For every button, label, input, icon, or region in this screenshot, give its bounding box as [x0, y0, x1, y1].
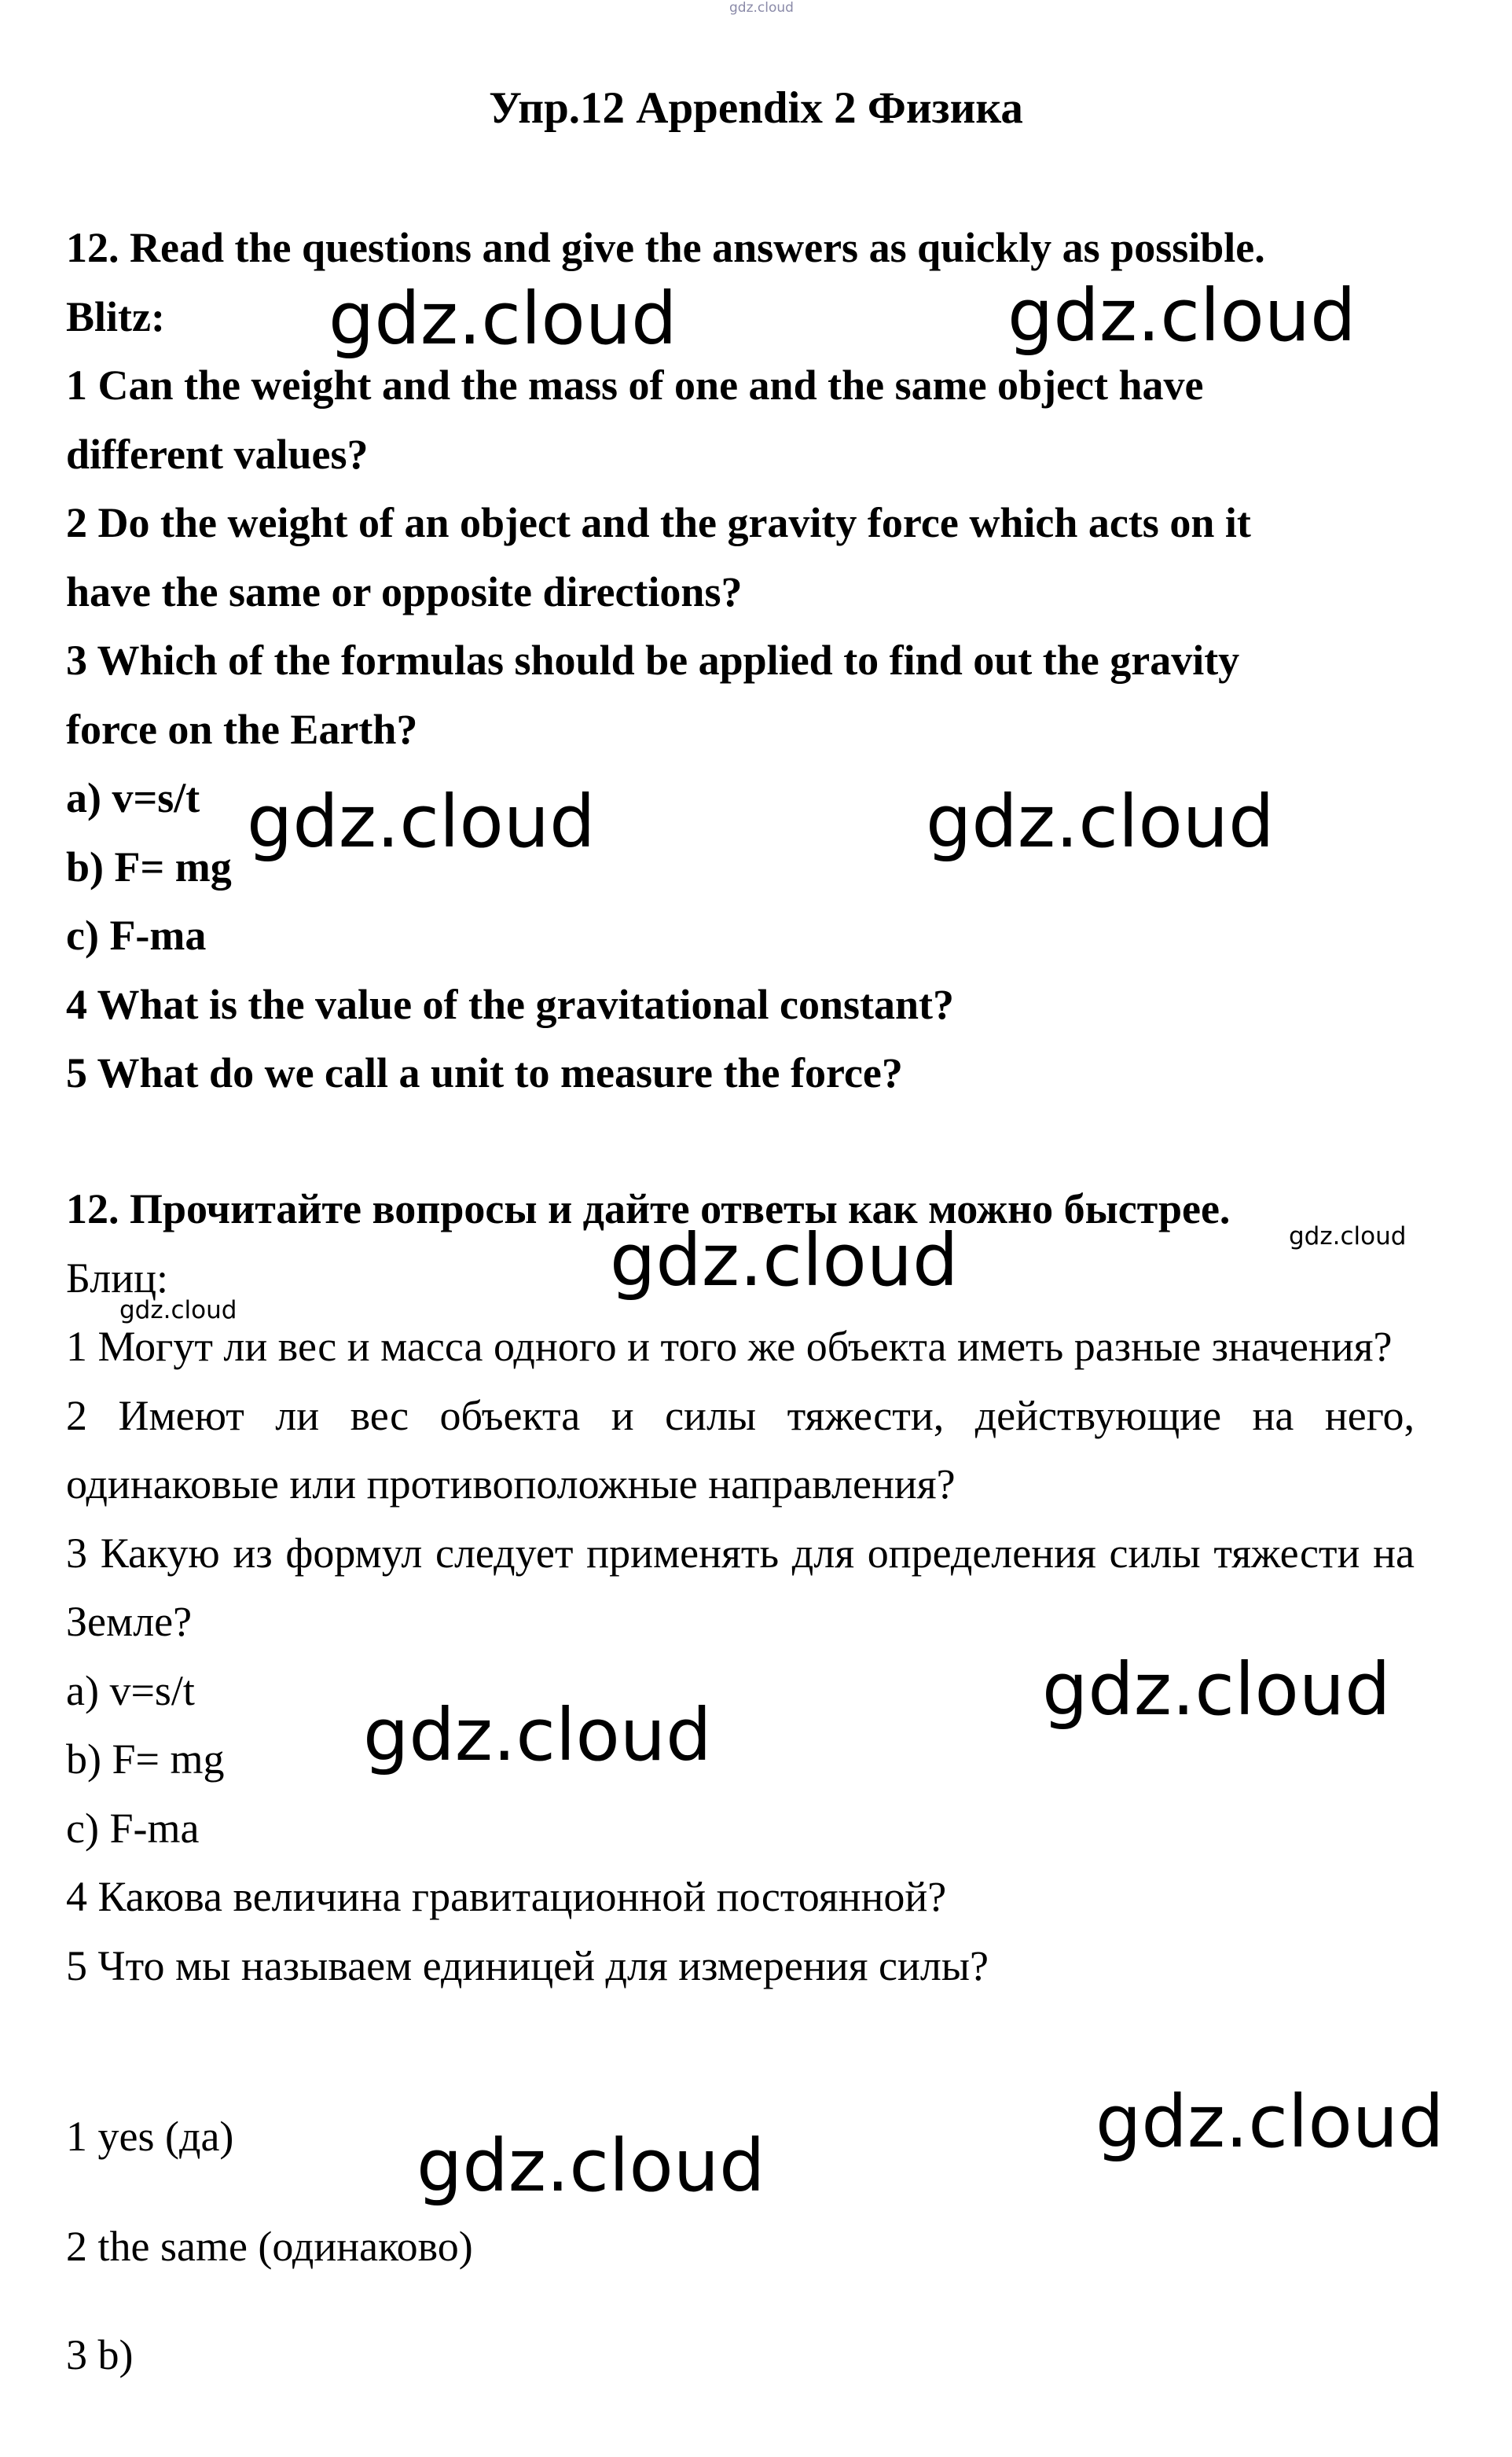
en-option-c: c) F-ma	[66, 912, 207, 959]
ru-option-b: b) F= mg	[66, 1735, 225, 1783]
answer-3: 3 b)	[66, 2331, 134, 2378]
ru-intro: 12. Прочитайте вопросы и дайте ответы как можно быстрее.	[66, 1185, 1231, 1232]
ru-question-5: 5 Что мы называем единицей для измерения силы?	[66, 1941, 989, 1989]
watermark: gdz.cloud	[610, 1218, 959, 1302]
en-question-3-line-1: 3 Which of the formulas should be applied to find out the gravity	[66, 637, 1240, 684]
en-question-5: 5 What do we call a unit to measure the force?	[66, 1049, 903, 1096]
answer-2: 2 the same (одинаково)	[66, 2223, 473, 2270]
watermark: gdz.cloud	[1007, 274, 1356, 358]
en-intro: 12. Read the questions and give the answers as quickly as possible.	[66, 224, 1265, 271]
ru-blitz: Блиц:	[66, 1254, 169, 1302]
answer-1: 1 yes (да)	[66, 2113, 234, 2160]
en-option-b: b) F= mg	[66, 843, 232, 891]
en-question-1-line-1: 1 Can the weight and the mass of one and the same object have	[66, 362, 1204, 409]
page-title: Упр.12 Appendix 2 Физика	[489, 83, 1023, 133]
en-question-1-line-2: different values?	[66, 430, 369, 478]
en-question-2-line-2: have the same or opposite directions?	[66, 567, 743, 615]
en-question-3-line-2: force on the Earth?	[66, 705, 418, 753]
watermark: gdz.cloud	[247, 780, 596, 864]
en-blitz: Blitz:	[66, 292, 165, 340]
ru-option-a: a) v=s/t	[66, 1666, 195, 1714]
top-watermark: gdz.cloud	[729, 0, 794, 16]
en-option-a: a) v=s/t	[66, 774, 200, 821]
ru-question-4: 4 Какова величина гравитационной постоянной?	[66, 1873, 947, 1920]
watermark: gdz.cloud	[363, 1693, 712, 1777]
watermark: gdz.cloud	[1289, 1222, 1407, 1251]
watermark: gdz.cloud	[1095, 2080, 1444, 2164]
en-question-2-line-1: 2 Do the weight of an object and the gravity force which acts on it	[66, 499, 1251, 546]
en-question-4: 4 What is the value of the gravitational constant?	[66, 980, 954, 1028]
watermark: gdz.cloud	[926, 780, 1275, 864]
ru-question-3: 3 Какую из формул следует применять для определения силы тяжести на Земле?	[66, 1529, 1415, 1645]
ru-question-2: 2 Имеют ли вес объекта и силы тяжести, действующие на него, одинаковые или противоположные направления?	[66, 1391, 1415, 1508]
watermark: gdz.cloud	[119, 1296, 237, 1324]
watermark: gdz.cloud	[417, 2124, 765, 2208]
watermark: gdz.cloud	[1042, 1647, 1391, 1732]
ru-option-c: c) F-ma	[66, 1804, 200, 1852]
ru-question-1: 1 Могут ли вес и масса одного и того же объекта иметь разные значения?	[66, 1323, 1393, 1370]
watermark: gdz.cloud	[328, 277, 677, 361]
